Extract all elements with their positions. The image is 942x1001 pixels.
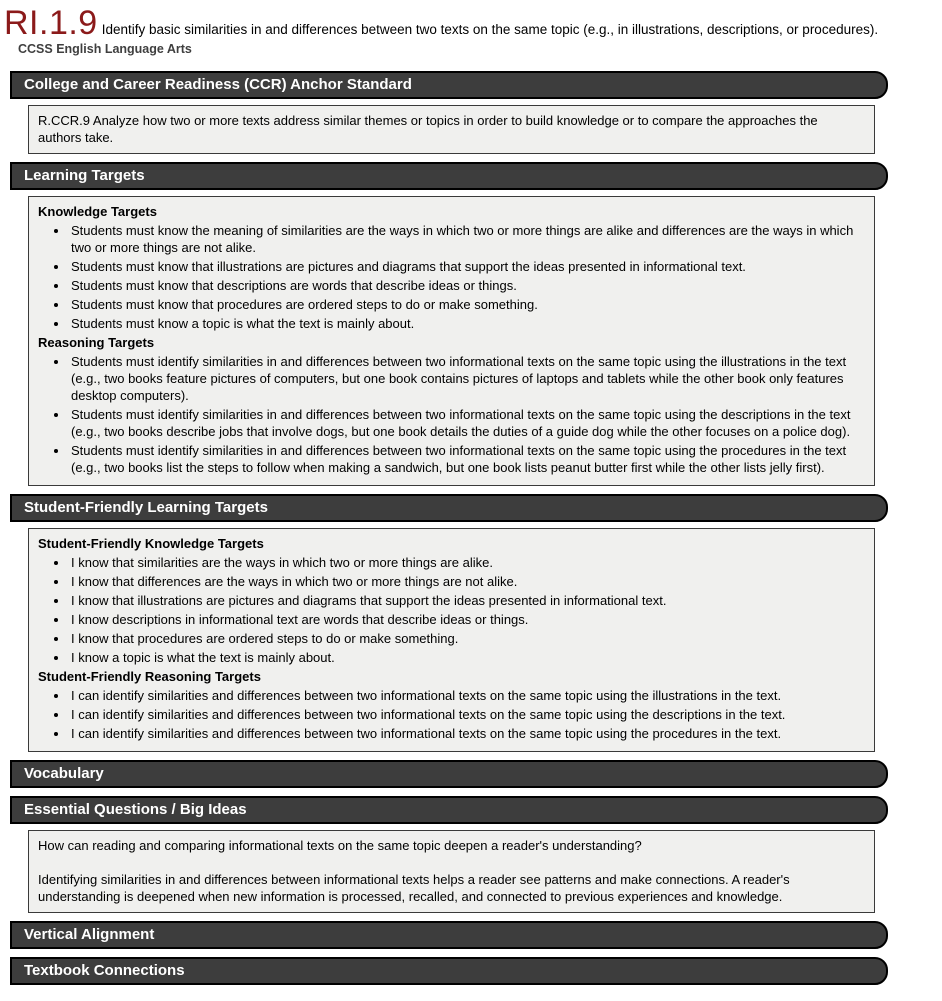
list-item: • I know a topic is what the text is mainly about. xyxy=(69,649,864,666)
section-bar-student-friendly-learning-targets[interactable]: Student-Friendly Learning Targets xyxy=(10,494,888,522)
standard-code: RI.1.9 xyxy=(4,4,98,42)
group-heading-reasoning-targets: Reasoning Targets xyxy=(38,335,155,350)
section-textbook-connections xyxy=(0,957,942,985)
page-header xyxy=(0,5,942,56)
section-bar-textbook-connections[interactable]: Textbook Connections xyxy=(10,957,888,985)
list-item: • Students must know that descriptions are words that describe ideas or things. xyxy=(69,277,864,294)
list-item: • I can identify similarities and differences between two informational texts on the same topic using the procedures in the text. xyxy=(69,725,864,742)
section-student-friendly-learning-targets xyxy=(0,494,942,752)
ccr-anchor-standard-content xyxy=(28,105,875,154)
list-item: • I know that procedures are ordered steps to do or make something. xyxy=(69,630,864,647)
list-item: • Students must identify similarities in and differences between two informational texts on the same topic using the descriptions in the text (e.g., two books describe jobs that involve dogs, but one book details the duties of a guide dog while the other focuses on a police dog). xyxy=(69,406,864,440)
knowledge-targets-list xyxy=(38,222,864,332)
section-ccr-anchor-standard xyxy=(0,71,942,154)
section-bar-vertical-alignment[interactable]: Vertical Alignment xyxy=(10,921,888,949)
list-item: • Students must know that illustrations are pictures and diagrams that support the ideas presented in informational text. xyxy=(69,258,864,275)
learning-targets-content xyxy=(28,196,875,486)
essential-question-text: How can reading and comparing informational texts on the same topic deepen a reader's understanding? xyxy=(38,838,642,853)
student-friendly-learning-targets-content xyxy=(28,528,875,752)
list-item: • Students must know a topic is what the text is mainly about. xyxy=(69,315,864,332)
student-friendly-knowledge-targets-list xyxy=(38,554,864,666)
list-item: • I know that differences are the ways in which two or more things are not alike. xyxy=(69,573,864,590)
list-item: • I can identify similarities and differences between two informational texts on the same topic using the illustrations in the text. xyxy=(69,687,864,704)
list-item: • Students must know the meaning of similarities are the ways in which two or more things are alike and differences are the ways in which two or more things are not alike. xyxy=(69,222,864,256)
list-item: • I can identify similarities and differences between two informational texts on the same topic using the descriptions in the text. xyxy=(69,706,864,723)
list-item: • I know descriptions in informational text are words that describe ideas or things. xyxy=(69,611,864,628)
ccr-anchor-standard-text: R.CCR.9 Analyze how two or more texts address similar themes or topics in order to build knowledge or to compare the approaches the authors take. xyxy=(38,113,818,145)
group-heading-student-friendly-knowledge-targets: Student-Friendly Knowledge Targets xyxy=(38,536,264,551)
group-heading-knowledge-targets: Knowledge Targets xyxy=(38,204,157,219)
list-item: • Students must know that procedures are ordered steps to do or make something. xyxy=(69,296,864,313)
section-vocabulary xyxy=(0,760,942,788)
section-bar-vocabulary[interactable]: Vocabulary xyxy=(10,760,888,788)
title-row xyxy=(4,5,932,41)
essential-questions-content xyxy=(28,830,875,913)
section-essential-questions xyxy=(0,796,942,913)
list-item: • Students must identify similarities in and differences between two informational texts on the same topic using the procedures in the text (e.g., two books list the steps to follow when making a sandwich, but one book lists peanut butter first while the other lists jelly first). xyxy=(69,442,864,476)
standard-subject: CCSS English Language Arts xyxy=(18,42,192,56)
list-item: • Students must identify similarities in and differences between two informational texts on the same topic using the illustrations in the text (e.g., two books feature pictures of computers, but one book contains pictures of laptops and tablets while the other book only features desktop computers). xyxy=(69,353,864,404)
section-bar-learning-targets[interactable]: Learning Targets xyxy=(10,162,888,190)
reasoning-targets-list xyxy=(38,353,864,476)
section-vertical-alignment xyxy=(0,921,942,949)
group-heading-student-friendly-reasoning-targets: Student-Friendly Reasoning Targets xyxy=(38,669,261,684)
section-bar-essential-questions[interactable]: Essential Questions / Big Ideas xyxy=(10,796,888,824)
list-item: • I know that similarities are the ways in which two or more things are alike. xyxy=(69,554,864,571)
student-friendly-reasoning-targets-list xyxy=(38,687,864,742)
big-idea-text: Identifying similarities in and differences between informational texts helps a reader see patterns and make connections. A reader's understanding is deepened when new information is processed, recalled, and connected to previous experiences and knowledge. xyxy=(38,872,790,904)
section-learning-targets xyxy=(0,162,942,486)
standard-description: Identify basic similarities in and differences between two texts on the same topic (e.g., in illustrations, descriptions, or procedures). xyxy=(101,22,879,37)
section-bar-ccr-anchor-standard[interactable]: College and Career Readiness (CCR) Anchor Standard xyxy=(10,71,888,99)
list-item: • I know that illustrations are pictures and diagrams that support the ideas presented in informational text. xyxy=(69,592,864,609)
